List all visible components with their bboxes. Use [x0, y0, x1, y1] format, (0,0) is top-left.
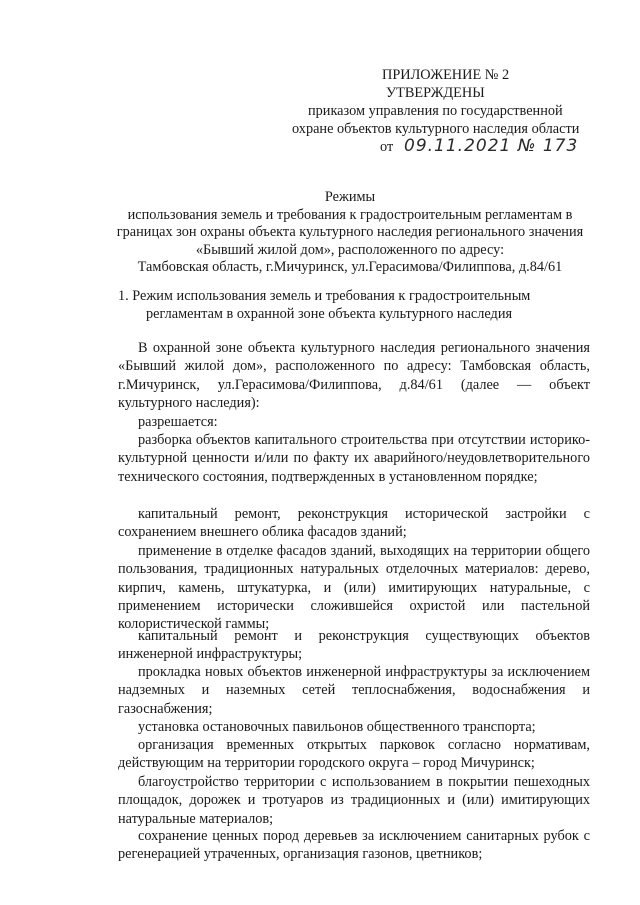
- paragraph-item-9: сохранение ценных пород деревьев за исключением санитарных рубок с регенерацией утраченных, организация газонов, цветников;: [118, 828, 590, 863]
- paragraph-item-3: применение в отделке фасадов зданий, выходящих на территории общего пользования, традиционных натуральных отделочных материалов: дерево, кирпич, камень, штукатурка, и (или) имитирующих натуральные, с применением исторически сложившейся охристой или пастельной колористической гаммы;: [118, 543, 590, 633]
- title-line-3: «Бывший жилой дом», расположенного по адресу:: [195, 241, 505, 258]
- title-line-1: использования земель и требования к градостроительным регламентам в: [127, 206, 573, 223]
- order-line-1: приказом управления по государственной: [308, 103, 563, 119]
- section-1-heading: [118, 287, 608, 323]
- title-heading: Режимы: [324, 189, 376, 205]
- document-title: [100, 189, 600, 277]
- paragraph-item-4: капитальный ремонт и реконструкция существующих объектов инженерной инфраструктуры;: [118, 628, 590, 663]
- title-line-4: Тамбовская область, г.Мичуринск, ул.Герасимова/Филиппова, д.84/61: [137, 259, 563, 275]
- title-line-2: границах зон охраны объекта культурного наследия регионального значения: [116, 224, 584, 240]
- handwritten-date-number: 09.11.2021 № 173: [404, 136, 579, 156]
- paragraph-item-5: прокладка новых объектов инженерной инфраструктуры за исключением надземных и наземных сетей теплоснабжения, водоснабжения и газоснабжения;: [118, 664, 590, 717]
- order-line-2: охране объектов культурного наследия области: [292, 121, 580, 137]
- paragraph-item-1: разборка объектов капитального строительства при отсутствии историко-культурной ценности и/или по факту их аварийного/неудовлетворительного технического состояния, подтвержденных в установленном порядке;: [118, 432, 590, 485]
- paragraph-intro: В охранной зоне объекта культурного наследия регионального значения «Бывший жилой дом», расположенного по адресу: Тамбовская область, г.Мичуринск, ул.Герасимова/Филиппова, д.84/61 (далее — объект культурного наследия):: [118, 340, 590, 411]
- paragraph-item-6: установка остановочных павильонов общественного транспорта;: [138, 719, 536, 735]
- section-1-line-2: регламентам в охранной зоне объекта культурного наследия: [146, 306, 513, 322]
- paragraph-item-8: благоустройство территории с использованием в покрытии пешеходных площадок, дорожек и тротуаров из традиционных и (или) имитирующих натуральные материалов;: [118, 774, 590, 827]
- appendix-label: ПРИЛОЖЕНИЕ № 2: [382, 67, 510, 83]
- date-prefix: от: [380, 139, 394, 155]
- approved-label: УТВЕРЖДЕНЫ: [386, 85, 485, 101]
- section-1-line-1: 1. Режим использования земель и требования к градостроительным: [118, 288, 531, 304]
- paragraph-item-7: организация временных открытых парковок согласно нормативам, действующим на территории городского округа – город Мичуринск;: [118, 737, 590, 772]
- paragraph-allowed: разрешается:: [138, 414, 218, 430]
- paragraph-item-2: капитальный ремонт, реконструкция исторической застройки с сохранением внешнего облика фасадов зданий;: [118, 506, 590, 541]
